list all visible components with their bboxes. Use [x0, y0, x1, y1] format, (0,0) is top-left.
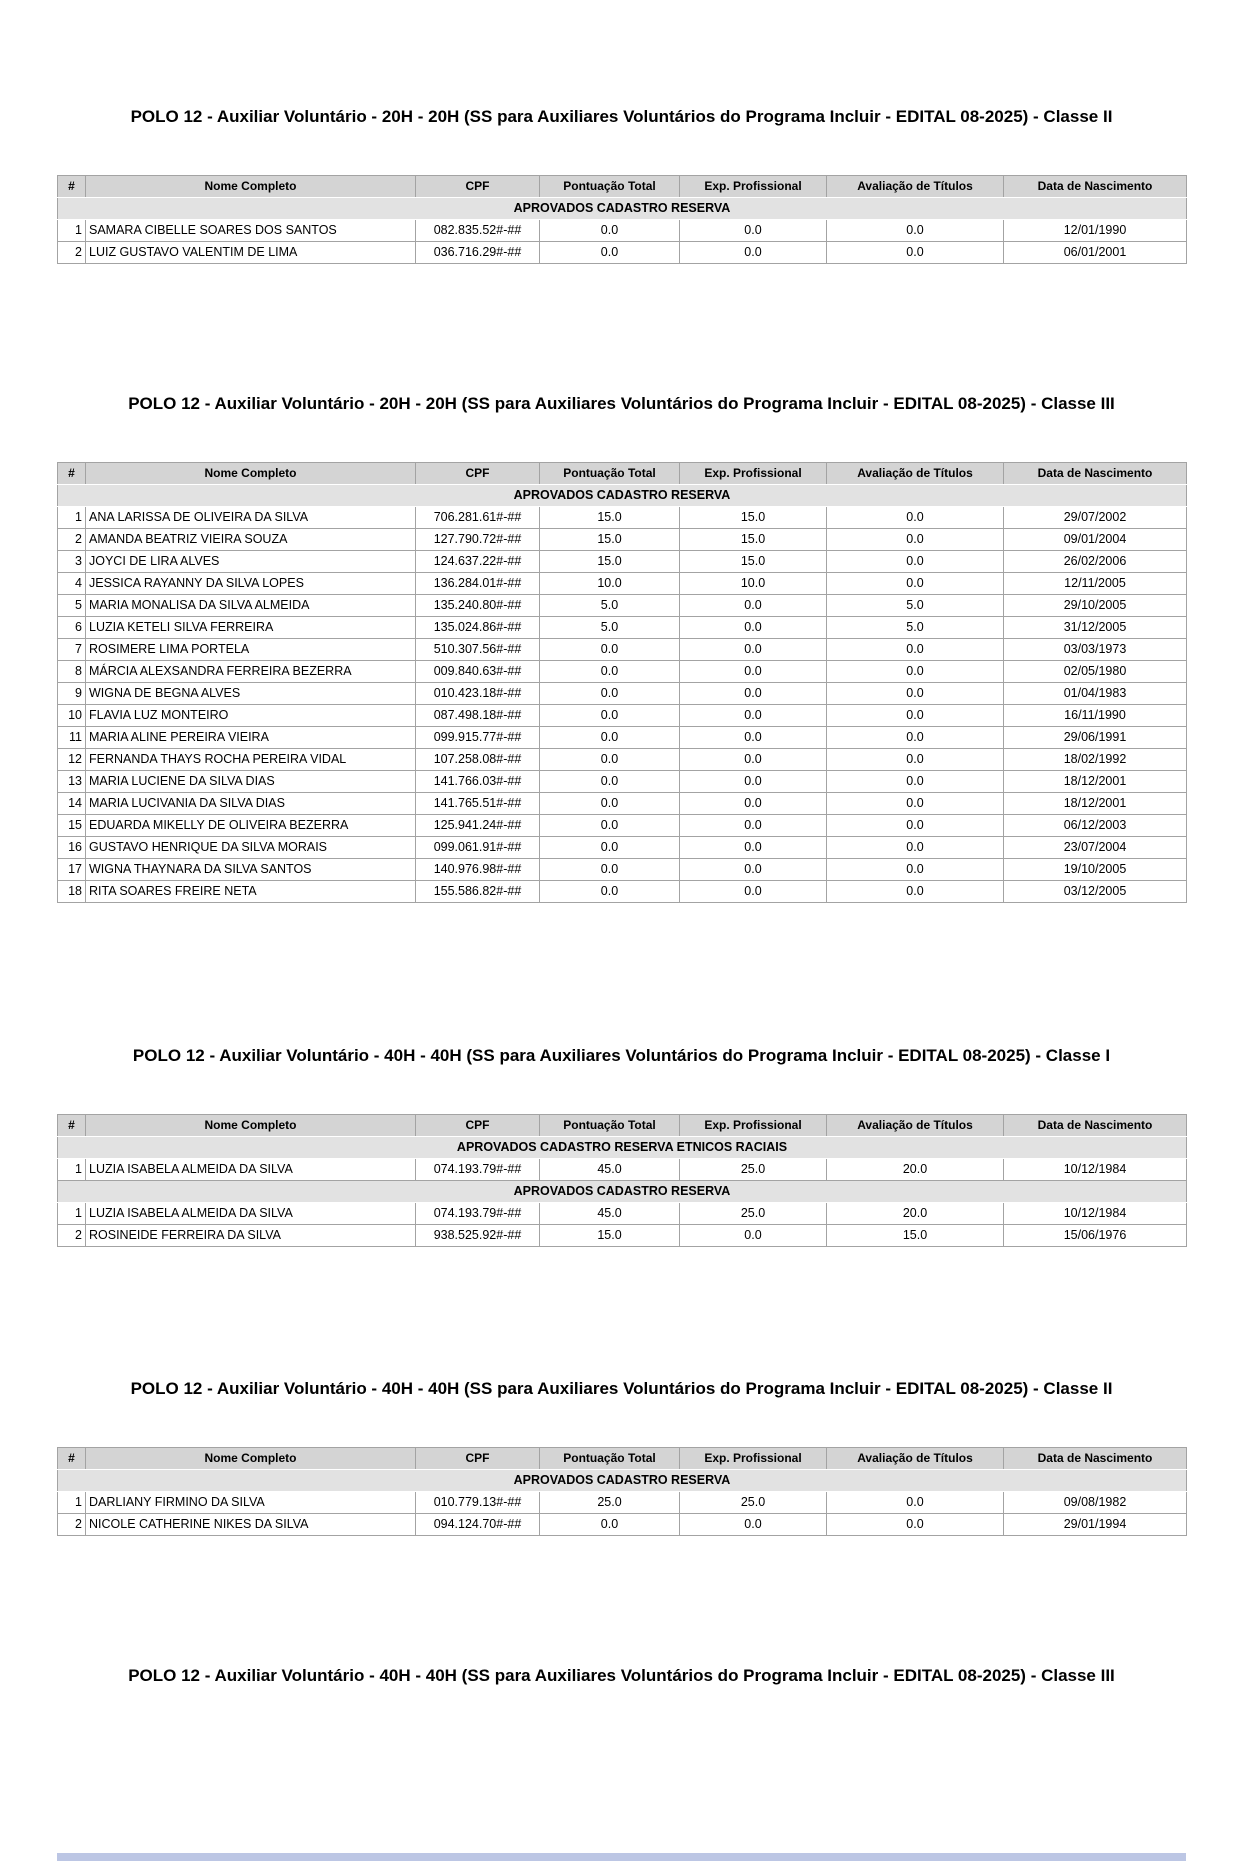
table-row [58, 507, 1187, 529]
cpf: 099.915.77#-## [416, 727, 540, 749]
exp-profissional: 0.0 [680, 705, 827, 727]
candidate-name: WIGNA THAYNARA DA SILVA SANTOS [86, 859, 416, 881]
report-section-4 [57, 1378, 1186, 1536]
group-label: APROVADOS CADASTRO RESERVA [58, 1181, 1187, 1203]
candidate-name: SAMARA CIBELLE SOARES DOS SANTOS [86, 220, 416, 242]
cpf: 127.790.72#-## [416, 529, 540, 551]
avaliacao-titulos: 15.0 [827, 1225, 1004, 1247]
column-header-cpf: CPF [416, 463, 540, 485]
data-nascimento: 19/10/2005 [1004, 859, 1187, 881]
table-row [58, 595, 1187, 617]
table-row [58, 683, 1187, 705]
candidate-name: JESSICA RAYANNY DA SILVA LOPES [86, 573, 416, 595]
candidate-name: LUIZ GUSTAVO VALENTIM DE LIMA [86, 242, 416, 264]
data-nascimento: 15/06/1976 [1004, 1225, 1187, 1247]
exp-profissional: 25.0 [680, 1492, 827, 1514]
group-header-row [58, 198, 1187, 220]
report-page [0, 106, 1240, 1686]
candidate-name: ROSIMERE LIMA PORTELA [86, 639, 416, 661]
column-header-exp-profissional: Exp. Profissional [680, 1115, 827, 1137]
cpf: 010.779.13#-## [416, 1492, 540, 1514]
row-number: 4 [58, 573, 86, 595]
column-header-avaliacao-titulos: Avaliação de Títulos [827, 463, 1004, 485]
row-number: 1 [58, 1492, 86, 1514]
row-number: 11 [58, 727, 86, 749]
data-nascimento: 12/01/1990 [1004, 220, 1187, 242]
data-nascimento: 01/04/1983 [1004, 683, 1187, 705]
pontuacao-total: 0.0 [540, 242, 680, 264]
candidate-name: DARLIANY FIRMINO DA SILVA [86, 1492, 416, 1514]
candidate-name: LUZIA ISABELA ALMEIDA DA SILVA [86, 1159, 416, 1181]
group-label: APROVADOS CADASTRO RESERVA [58, 198, 1187, 220]
column-header-pontuacao-total: Pontuação Total [540, 463, 680, 485]
column-header-cpf: CPF [416, 1448, 540, 1470]
column-header-avaliacao-titulos: Avaliação de Títulos [827, 1115, 1004, 1137]
column-header-row-number: # [58, 463, 86, 485]
row-number: 14 [58, 793, 86, 815]
row-number: 1 [58, 507, 86, 529]
column-header-exp-profissional: Exp. Profissional [680, 1448, 827, 1470]
exp-profissional: 25.0 [680, 1159, 827, 1181]
table-row [58, 771, 1187, 793]
avaliacao-titulos: 0.0 [827, 881, 1004, 903]
table-row [58, 837, 1187, 859]
candidate-name: ROSINEIDE FERREIRA DA SILVA [86, 1225, 416, 1247]
data-nascimento: 29/07/2002 [1004, 507, 1187, 529]
exp-profissional: 0.0 [680, 881, 827, 903]
pontuacao-total: 15.0 [540, 507, 680, 529]
pontuacao-total: 0.0 [540, 639, 680, 661]
exp-profissional: 15.0 [680, 529, 827, 551]
row-number: 13 [58, 771, 86, 793]
data-nascimento: 18/12/2001 [1004, 793, 1187, 815]
section-title: POLO 12 - Auxiliar Voluntário - 40H - 40H (SS para Auxiliares Voluntários do Programa Incluir - EDITAL 08-2025) - Classe II [130, 1379, 1113, 1398]
row-number: 9 [58, 683, 86, 705]
exp-profissional: 0.0 [680, 683, 827, 705]
cpf: 510.307.56#-## [416, 639, 540, 661]
table-row [58, 859, 1187, 881]
column-header-avaliacao-titulos: Avaliação de Títulos [827, 176, 1004, 198]
cpf: 009.840.63#-## [416, 661, 540, 683]
row-number: 1 [58, 1203, 86, 1225]
table-header-row [58, 463, 1187, 485]
exp-profissional: 0.0 [680, 793, 827, 815]
row-number: 2 [58, 529, 86, 551]
row-number: 10 [58, 705, 86, 727]
table-row [58, 815, 1187, 837]
table-header-row [58, 1115, 1187, 1137]
cpf: 140.976.98#-## [416, 859, 540, 881]
candidate-name: MARIA MONALISA DA SILVA ALMEIDA [86, 595, 416, 617]
exp-profissional: 0.0 [680, 220, 827, 242]
row-number: 2 [58, 1225, 86, 1247]
cpf: 074.193.79#-## [416, 1159, 540, 1181]
pontuacao-total: 0.0 [540, 727, 680, 749]
table-row [58, 749, 1187, 771]
section-title: POLO 12 - Auxiliar Voluntário - 20H - 20H (SS para Auxiliares Voluntários do Programa Incluir - EDITAL 08-2025) - Classe II [130, 107, 1113, 126]
exp-profissional: 0.0 [680, 859, 827, 881]
pontuacao-total: 0.0 [540, 881, 680, 903]
report-section-2 [57, 393, 1186, 903]
pontuacao-total: 25.0 [540, 1492, 680, 1514]
data-nascimento: 31/12/2005 [1004, 617, 1187, 639]
column-header-data-nascimento: Data de Nascimento [1004, 1115, 1187, 1137]
data-nascimento: 06/12/2003 [1004, 815, 1187, 837]
data-nascimento: 06/01/2001 [1004, 242, 1187, 264]
column-header-candidate-name: Nome Completo [86, 1448, 416, 1470]
column-header-pontuacao-total: Pontuação Total [540, 1448, 680, 1470]
avaliacao-titulos: 0.0 [827, 727, 1004, 749]
cpf: 141.766.03#-## [416, 771, 540, 793]
row-number: 1 [58, 220, 86, 242]
column-header-exp-profissional: Exp. Profissional [680, 176, 827, 198]
pontuacao-total: 15.0 [540, 529, 680, 551]
avaliacao-titulos: 0.0 [827, 551, 1004, 573]
candidate-name: AMANDA BEATRIZ VIEIRA SOUZA [86, 529, 416, 551]
avaliacao-titulos: 20.0 [827, 1159, 1004, 1181]
candidate-name: MARIA LUCIVANIA DA SILVA DIAS [86, 793, 416, 815]
row-number: 7 [58, 639, 86, 661]
row-number: 1 [58, 1159, 86, 1181]
cpf: 082.835.52#-## [416, 220, 540, 242]
column-header-candidate-name: Nome Completo [86, 1115, 416, 1137]
column-header-data-nascimento: Data de Nascimento [1004, 463, 1187, 485]
row-number: 8 [58, 661, 86, 683]
cpf: 074.193.79#-## [416, 1203, 540, 1225]
exp-profissional: 10.0 [680, 573, 827, 595]
next-table-partial-strip [57, 1853, 1186, 1861]
data-nascimento: 03/12/2005 [1004, 881, 1187, 903]
row-number: 15 [58, 815, 86, 837]
exp-profissional: 0.0 [680, 727, 827, 749]
row-number: 3 [58, 551, 86, 573]
avaliacao-titulos: 0.0 [827, 529, 1004, 551]
avaliacao-titulos: 20.0 [827, 1203, 1004, 1225]
row-number: 16 [58, 837, 86, 859]
pontuacao-total: 0.0 [540, 1514, 680, 1536]
candidate-name: GUSTAVO HENRIQUE DA SILVA MORAIS [86, 837, 416, 859]
table-row [58, 727, 1187, 749]
cpf: 938.525.92#-## [416, 1225, 540, 1247]
results-table [57, 1447, 1187, 1536]
candidate-name: LUZIA KETELI SILVA FERREIRA [86, 617, 416, 639]
avaliacao-titulos: 0.0 [827, 1514, 1004, 1536]
group-header-row [58, 485, 1187, 507]
pontuacao-total: 0.0 [540, 793, 680, 815]
table-row [58, 661, 1187, 683]
table-row [58, 1203, 1187, 1225]
column-header-pontuacao-total: Pontuação Total [540, 1115, 680, 1137]
cpf: 124.637.22#-## [416, 551, 540, 573]
avaliacao-titulos: 0.0 [827, 573, 1004, 595]
results-table [57, 462, 1187, 903]
data-nascimento: 02/05/1980 [1004, 661, 1187, 683]
table-row [58, 573, 1187, 595]
data-nascimento: 10/12/1984 [1004, 1203, 1187, 1225]
data-nascimento: 29/01/1994 [1004, 1514, 1187, 1536]
column-header-row-number: # [58, 1115, 86, 1137]
section-title: POLO 12 - Auxiliar Voluntário - 40H - 40H (SS para Auxiliares Voluntários do Programa Incluir - EDITAL 08-2025) - Classe III [128, 1666, 1115, 1685]
table-row [58, 220, 1187, 242]
table-header-row [58, 176, 1187, 198]
results-table [57, 175, 1187, 264]
column-header-data-nascimento: Data de Nascimento [1004, 1448, 1187, 1470]
cpf: 094.124.70#-## [416, 1514, 540, 1536]
avaliacao-titulos: 0.0 [827, 661, 1004, 683]
pontuacao-total: 45.0 [540, 1159, 680, 1181]
table-row [58, 551, 1187, 573]
row-number: 6 [58, 617, 86, 639]
exp-profissional: 15.0 [680, 551, 827, 573]
candidate-name: FLAVIA LUZ MONTEIRO [86, 705, 416, 727]
column-header-row-number: # [58, 176, 86, 198]
cpf: 141.765.51#-## [416, 793, 540, 815]
cpf: 107.258.08#-## [416, 749, 540, 771]
cpf: 010.423.18#-## [416, 683, 540, 705]
column-header-exp-profissional: Exp. Profissional [680, 463, 827, 485]
exp-profissional: 25.0 [680, 1203, 827, 1225]
candidate-name: MÁRCIA ALEXSANDRA FERREIRA BEZERRA [86, 661, 416, 683]
pontuacao-total: 0.0 [540, 837, 680, 859]
pontuacao-total: 0.0 [540, 683, 680, 705]
table-row [58, 1492, 1187, 1514]
group-label: APROVADOS CADASTRO RESERVA [58, 485, 1187, 507]
avaliacao-titulos: 0.0 [827, 793, 1004, 815]
avaliacao-titulos: 5.0 [827, 617, 1004, 639]
table-row [58, 639, 1187, 661]
cpf: 136.284.01#-## [416, 573, 540, 595]
avaliacao-titulos: 0.0 [827, 1492, 1004, 1514]
row-number: 18 [58, 881, 86, 903]
avaliacao-titulos: 0.0 [827, 837, 1004, 859]
pontuacao-total: 10.0 [540, 573, 680, 595]
pontuacao-total: 45.0 [540, 1203, 680, 1225]
report-section-3 [57, 1045, 1186, 1247]
avaliacao-titulos: 5.0 [827, 595, 1004, 617]
data-nascimento: 18/02/1992 [1004, 749, 1187, 771]
candidate-name: ANA LARISSA DE OLIVEIRA DA SILVA [86, 507, 416, 529]
cpf: 135.024.86#-## [416, 617, 540, 639]
pontuacao-total: 0.0 [540, 771, 680, 793]
avaliacao-titulos: 0.0 [827, 771, 1004, 793]
row-number: 17 [58, 859, 86, 881]
pontuacao-total: 0.0 [540, 705, 680, 727]
candidate-name: FERNANDA THAYS ROCHA PEREIRA VIDAL [86, 749, 416, 771]
data-nascimento: 12/11/2005 [1004, 573, 1187, 595]
cpf: 155.586.82#-## [416, 881, 540, 903]
data-nascimento: 29/10/2005 [1004, 595, 1187, 617]
row-number: 12 [58, 749, 86, 771]
table-row [58, 881, 1187, 903]
avaliacao-titulos: 0.0 [827, 815, 1004, 837]
data-nascimento: 16/11/1990 [1004, 705, 1187, 727]
data-nascimento: 26/02/2006 [1004, 551, 1187, 573]
candidate-name: LUZIA ISABELA ALMEIDA DA SILVA [86, 1203, 416, 1225]
data-nascimento: 23/07/2004 [1004, 837, 1187, 859]
pontuacao-total: 15.0 [540, 1225, 680, 1247]
cpf: 099.061.91#-## [416, 837, 540, 859]
report-section-5 [57, 1665, 1186, 1686]
group-header-row [58, 1181, 1187, 1203]
data-nascimento: 29/06/1991 [1004, 727, 1187, 749]
data-nascimento: 03/03/1973 [1004, 639, 1187, 661]
table-row [58, 1225, 1187, 1247]
exp-profissional: 0.0 [680, 749, 827, 771]
exp-profissional: 15.0 [680, 507, 827, 529]
exp-profissional: 0.0 [680, 1225, 827, 1247]
candidate-name: NICOLE CATHERINE NIKES DA SILVA [86, 1514, 416, 1536]
avaliacao-titulos: 0.0 [827, 683, 1004, 705]
pontuacao-total: 0.0 [540, 815, 680, 837]
cpf: 135.240.80#-## [416, 595, 540, 617]
candidate-name: MARIA LUCIENE DA SILVA DIAS [86, 771, 416, 793]
pontuacao-total: 15.0 [540, 551, 680, 573]
table-header-row [58, 1448, 1187, 1470]
group-header-row [58, 1470, 1187, 1492]
data-nascimento: 18/12/2001 [1004, 771, 1187, 793]
pontuacao-total: 0.0 [540, 220, 680, 242]
column-header-cpf: CPF [416, 176, 540, 198]
candidate-name: EDUARDA MIKELLY DE OLIVEIRA BEZERRA [86, 815, 416, 837]
exp-profissional: 0.0 [680, 595, 827, 617]
exp-profissional: 0.0 [680, 242, 827, 264]
row-number: 2 [58, 242, 86, 264]
data-nascimento: 10/12/1984 [1004, 1159, 1187, 1181]
exp-profissional: 0.0 [680, 815, 827, 837]
column-header-avaliacao-titulos: Avaliação de Títulos [827, 1448, 1004, 1470]
avaliacao-titulos: 0.0 [827, 639, 1004, 661]
table-row [58, 793, 1187, 815]
table-row [58, 242, 1187, 264]
pontuacao-total: 5.0 [540, 617, 680, 639]
candidate-name: RITA SOARES FREIRE NETA [86, 881, 416, 903]
pontuacao-total: 0.0 [540, 859, 680, 881]
section-title: POLO 12 - Auxiliar Voluntário - 20H - 20H (SS para Auxiliares Voluntários do Programa Incluir - EDITAL 08-2025) - Classe III [128, 394, 1115, 413]
avaliacao-titulos: 0.0 [827, 749, 1004, 771]
column-header-candidate-name: Nome Completo [86, 176, 416, 198]
data-nascimento: 09/01/2004 [1004, 529, 1187, 551]
group-label: APROVADOS CADASTRO RESERVA ETNICOS RACIAIS [58, 1137, 1187, 1159]
avaliacao-titulos: 0.0 [827, 859, 1004, 881]
avaliacao-titulos: 0.0 [827, 705, 1004, 727]
pontuacao-total: 0.0 [540, 661, 680, 683]
exp-profissional: 0.0 [680, 617, 827, 639]
cpf: 036.716.29#-## [416, 242, 540, 264]
data-nascimento: 09/08/1982 [1004, 1492, 1187, 1514]
avaliacao-titulos: 0.0 [827, 220, 1004, 242]
pontuacao-total: 5.0 [540, 595, 680, 617]
group-label: APROVADOS CADASTRO RESERVA [58, 1470, 1187, 1492]
cpf: 706.281.61#-## [416, 507, 540, 529]
avaliacao-titulos: 0.0 [827, 242, 1004, 264]
table-row [58, 617, 1187, 639]
sections-host [0, 106, 1240, 1686]
table-row [58, 705, 1187, 727]
table-row [58, 1514, 1187, 1536]
exp-profissional: 0.0 [680, 661, 827, 683]
section-title: POLO 12 - Auxiliar Voluntário - 40H - 40H (SS para Auxiliares Voluntários do Programa Incluir - EDITAL 08-2025) - Classe I [132, 1046, 1111, 1065]
table-row [58, 1159, 1187, 1181]
exp-profissional: 0.0 [680, 837, 827, 859]
candidate-name: WIGNA DE BEGNA ALVES [86, 683, 416, 705]
cpf: 087.498.18#-## [416, 705, 540, 727]
results-table [57, 1114, 1187, 1247]
column-header-row-number: # [58, 1448, 86, 1470]
cpf: 125.941.24#-## [416, 815, 540, 837]
column-header-data-nascimento: Data de Nascimento [1004, 176, 1187, 198]
group-header-row [58, 1137, 1187, 1159]
exp-profissional: 0.0 [680, 639, 827, 661]
exp-profissional: 0.0 [680, 771, 827, 793]
row-number: 5 [58, 595, 86, 617]
candidate-name: JOYCI DE LIRA ALVES [86, 551, 416, 573]
exp-profissional: 0.0 [680, 1514, 827, 1536]
column-header-cpf: CPF [416, 1115, 540, 1137]
row-number: 2 [58, 1514, 86, 1536]
table-row [58, 529, 1187, 551]
pontuacao-total: 0.0 [540, 749, 680, 771]
avaliacao-titulos: 0.0 [827, 507, 1004, 529]
report-section-1 [57, 106, 1186, 264]
column-header-candidate-name: Nome Completo [86, 463, 416, 485]
column-header-pontuacao-total: Pontuação Total [540, 176, 680, 198]
candidate-name: MARIA ALINE PEREIRA VIEIRA [86, 727, 416, 749]
